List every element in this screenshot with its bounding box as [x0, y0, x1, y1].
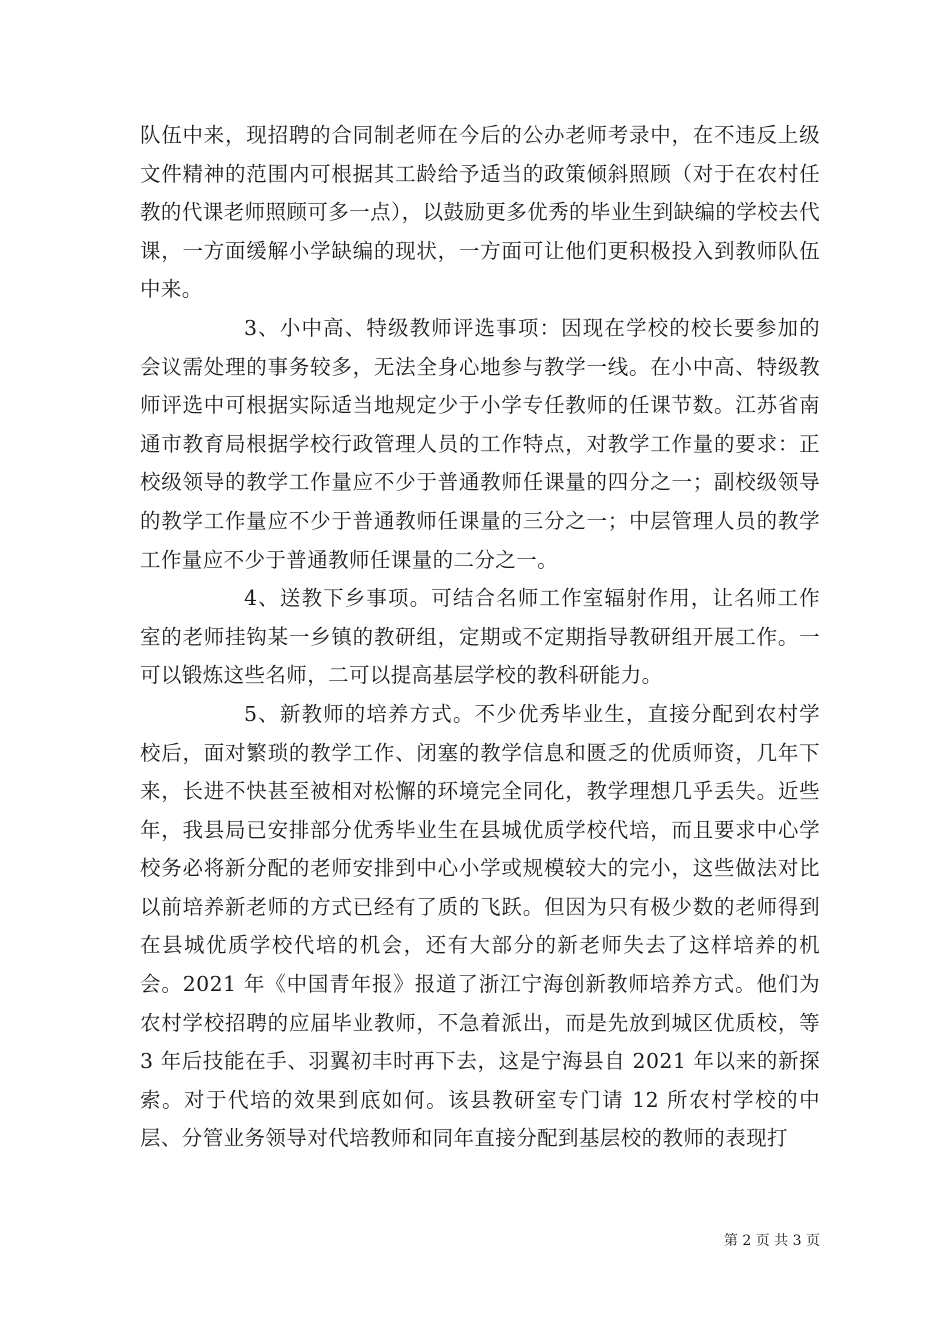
paragraph-item-3: 3、小中高、特级教师评选事项：因现在学校的校长要参加的会议需处理的事务较多，无法全身心地参与教学一线。在小中高、特级教师评选中可根据实际适当地规定少于小学专任教师的任课节数。江苏省南通市教育局根据学校行政管理人员的工作特点，对教学工作量的要求：正校级领导的教学工作量应不少于普通教师任课量的四分之一；副校级领导的教学工作量应不少于普通教师任课量的三分之一；中层管理人员的教学工作量应不少于普通教师任课量的二分之一。: [140, 315, 820, 572]
page-number-footer: 第 2 页 共 3 页: [723, 1233, 820, 1249]
paragraph-continuation: 队伍中来，现招聘的合同制老师在今后的公办老师考录中，在不违反上级文件精神的范围内可根据其工龄给予适当的政策倾斜照顾（对于在农村任教的代课老师照顾可多一点），以鼓励更多优秀的毕业生到缺编的学校去代课，一方面缓解小学缺编的现状，一方面可让他们更积极投入到教师队伍中来。: [140, 123, 820, 302]
paragraph-item-5: 5、新教师的培养方式。不少优秀毕业生，直接分配到农村学校后，面对繁琐的教学工作、闭塞的教学信息和匮乏的优质师资，几年下来，长进不快甚至被相对松懈的环境完全同化，教学理想几乎丢失。近些年，我县局已安排部分优秀毕业生在县城优质学校代培，而且要求中心学校务必将新分配的老师安排到中心小学或规模较大的完小，这些做法对比以前培养新老师的方式已经有了质的飞跃。但因为只有极少数的老师得到在县城优质学校代培的机会，还有大部分的新老师失去了这样培养的机会。2021 年《中国青年报》报道了浙江宁海创新教师培养方式。他们为农村学校招聘的应届毕业教师，不急着派出，而是先放到城区优质校，等 3 年后技能在手、羽翼初丰时再下去，这是宁海县自 2021 年以来的新探索。对于代培的效果到底如何。该县教研室专门请 12 所农村学校的中层、分管业务领导对代培教师和同年直接分配到基层校的教师的表现打: [140, 701, 820, 1151]
document-body: [140, 116, 820, 1158]
paragraph-item-4: 4、送教下乡事项。可结合名师工作室辐射作用，让名师工作室的老师挂钩某一乡镇的教研组，定期或不定期指导教研组开展工作。一可以锻炼这些名师，二可以提高基层学校的教科研能力。: [140, 586, 820, 688]
